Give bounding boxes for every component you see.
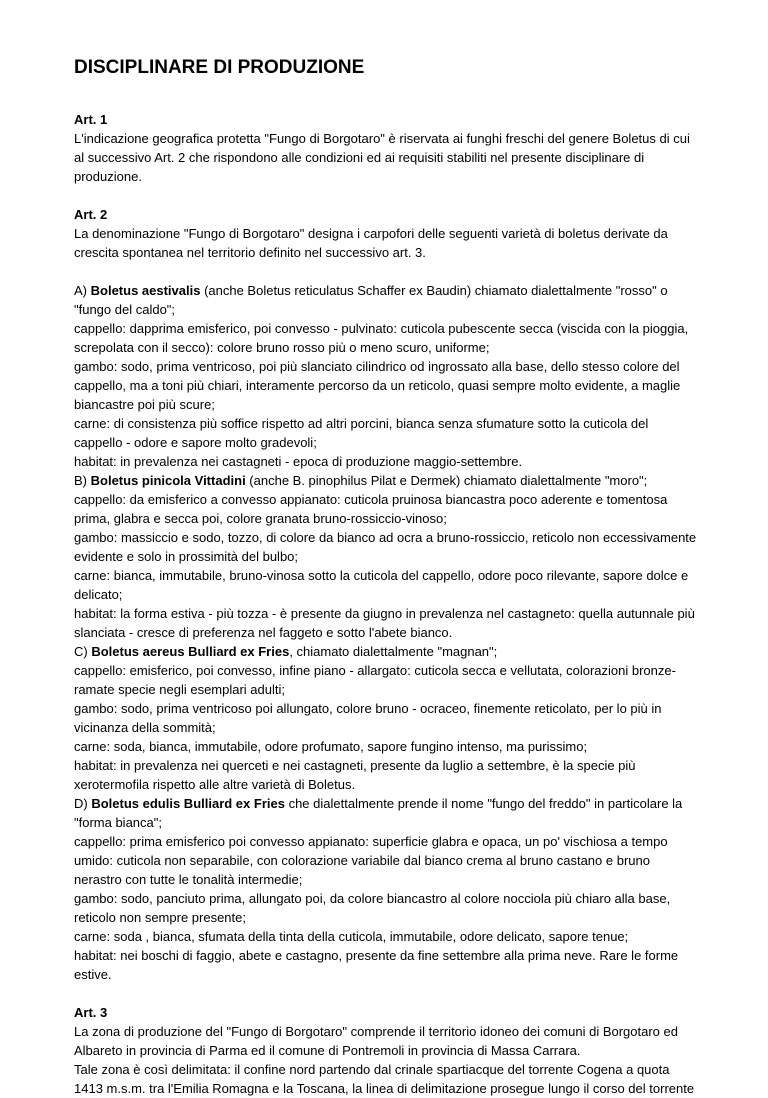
variety-b-habitat: habitat: la forma estiva - più tozza - è presente da giugno in prevalenza nel castagneto: quella autunnale più slanciata - cresce di preferenza nel faggeto e sotto l'abete bianco. bbox=[74, 606, 695, 640]
variety-c-carne: carne: soda, bianca, immutabile, odore profumato, sapore fungino intenso, ma purissimo; bbox=[74, 739, 588, 754]
variety-b-cappello: cappello: da emisferico a convesso appianato: cuticola pruinosa biancastra poco aderente e tomentosa prima, glabra e secca poi, colore granata bruno-rossiccio-vinoso; bbox=[74, 492, 668, 526]
article-2-heading: Art. 2 bbox=[74, 207, 108, 222]
variety-c bbox=[74, 642, 698, 794]
variety-c-cappello: cappello: emisferico, poi convesso, infine piano - allargato: cuticola secca e vellutata, colorazioni bronze-ramate specie negli esemplari adulti; bbox=[74, 663, 676, 697]
article-3-paragraph-1: La zona di produzione del "Fungo di Borgotaro" comprende il territorio idoneo dei comuni di Borgotaro ed Albareto in provincia di Parma ed il comune di Pontremoli in provincia di Massa Carrara. bbox=[74, 1024, 678, 1058]
variety-b-prefix: B) bbox=[74, 473, 91, 488]
variety-c-name: Boletus aereus Bulliard ex Fries bbox=[91, 644, 290, 659]
variety-d-habitat: habitat: nei boschi di faggio, abete e castagno, presente da fine settembre alla prima neve. Rare le forme estive. bbox=[74, 948, 679, 982]
article-1 bbox=[74, 110, 698, 186]
article-3-heading: Art. 3 bbox=[74, 1005, 108, 1020]
variety-b-name: Boletus pinicola Vittadini bbox=[90, 473, 246, 488]
variety-d-gambo: gambo: sodo, panciuto prima, allungato poi, da colore biancastro al colore nocciola più chiaro alla base, reticolo non sempre presente; bbox=[74, 891, 671, 925]
article-3-paragraph-2: Tale zona è così delimitata: il confine nord partendo dal crinale spartiacque del torrente Cogena a quota 1413 m.s.m. tra l'Emilia Romagna e la Toscana, la linea di delimitazione prosegue lungo il corso del torrente bbox=[74, 1062, 695, 1096]
variety-b bbox=[74, 471, 698, 642]
variety-a bbox=[74, 281, 698, 471]
article-2-varieties bbox=[74, 281, 698, 984]
variety-d-suffix: che dialettalmente prende il nome "fungo del freddo" in particolare la "forma bianca"; bbox=[74, 796, 683, 830]
variety-c-heading bbox=[74, 642, 698, 661]
variety-a-gambo: gambo: sodo, prima ventricoso, poi più slanciato cilindrico od ingrossato alla base, dello stesso colore del cappello, ma a toni più chiari, interamente percorso da un reticolo, quasi sempre molto evidente, a maglie biancastre poi più scure; bbox=[74, 359, 681, 412]
variety-d-carne: carne: soda , bianca, sfumata della tinta della cuticola, immutabile, odore delicato, sapore tenue; bbox=[74, 929, 629, 944]
variety-d bbox=[74, 794, 698, 984]
variety-c-suffix: , chiamato dialettalmente "magnan"; bbox=[289, 644, 498, 659]
variety-a-carne: carne: di consistenza più soffice rispetto ad altri porcini, bianca senza sfumature sotto la cuticola del cappello - odore e sapore molto gradevoli; bbox=[74, 416, 649, 450]
article-2-intro bbox=[74, 205, 698, 262]
article-1-heading: Art. 1 bbox=[74, 112, 108, 127]
document-title: DISCIPLINARE DI PRODUZIONE bbox=[74, 57, 365, 78]
variety-a-prefix: A) bbox=[74, 283, 91, 298]
article-2-intro-text: La denominazione "Fungo di Borgotaro" designa i carpofori delle seguenti varietà di boletus derivate da crescita spontanea nel territorio definito nel successivo art. 3. bbox=[74, 226, 668, 260]
variety-c-gambo: gambo: sodo, prima ventricoso poi allungato, colore bruno - ocraceo, finemente reticolato, per lo più in vicinanza della sommità; bbox=[74, 701, 662, 735]
variety-a-habitat: habitat: in prevalenza nei castagneti - epoca di produzione maggio-settembre. bbox=[74, 454, 523, 469]
variety-d-heading bbox=[74, 794, 698, 832]
variety-a-name: Boletus aestivalis bbox=[90, 283, 201, 298]
article-1-text: L'indicazione geografica protetta "Fungo di Borgotaro" è riservata ai funghi freschi del genere Boletus di cui al successivo Art. 2 che rispondono alle condizioni ed ai requisiti stabiliti nel presente disciplinare di produzione. bbox=[74, 131, 690, 184]
variety-b-suffix: (anche B. pinophilus Pilat e Dermek) chiamato dialettalmente "moro"; bbox=[245, 473, 648, 488]
variety-d-cappello: cappello: prima emisferico poi convesso appianato: superficie glabra e opaca, un po' vischiosa a tempo umido: cuticola non separabile, con colorazione variabile dal bianco crema al bruno castano e bruno nerastro con tutte le tonalità intermedie; bbox=[74, 834, 668, 887]
variety-a-suffix: (anche Boletus reticulatus Schaffer ex Baudin) chiamato dialettalmente "rosso" o "fungo del caldo"; bbox=[74, 283, 668, 317]
variety-c-habitat: habitat: in prevalenza nei querceti e nei castagneti, presente da luglio a settembre, è la specie più xerotermofila rispetto alle altre varietà di Boletus. bbox=[74, 758, 636, 792]
variety-a-heading bbox=[74, 281, 698, 319]
variety-a-cappello: cappello: dapprima emisferico, poi convesso - pulvinato: cuticola pubescente secca (viscida con la pioggia, screpolata con il secco): colore bruno rosso più o meno scuro, uniforme; bbox=[74, 321, 689, 355]
variety-b-gambo: gambo: massiccio e sodo, tozzo, di colore da bianco ad ocra a bruno-rossiccio, reticolo non eccessivamente evidente e solo in prossimità del bulbo; bbox=[74, 530, 697, 564]
article-3 bbox=[74, 1003, 698, 1098]
variety-d-prefix: D) bbox=[74, 796, 92, 811]
variety-c-prefix: C) bbox=[74, 644, 92, 659]
variety-b-heading bbox=[74, 471, 698, 490]
variety-b-carne: carne: bianca, immutabile, bruno-vinosa sotto la cuticola del cappello, odore poco rilevante, sapore dolce e delicato; bbox=[74, 568, 689, 602]
variety-d-name: Boletus edulis Bulliard ex Fries bbox=[91, 796, 285, 811]
